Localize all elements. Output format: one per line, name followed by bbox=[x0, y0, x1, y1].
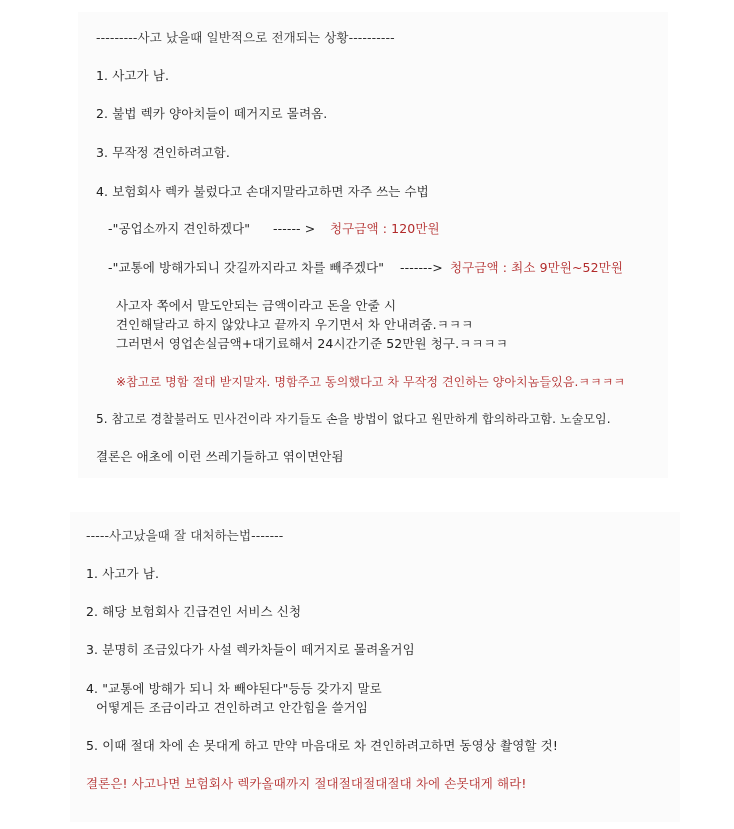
quote-traffic: -"교통에 방해가되니 갓길까지라고 차를 빼주겠다" bbox=[108, 260, 385, 275]
section2-step-4b: 어떻게든 조금이라고 견인하려고 안간힘을 쓸거임 bbox=[96, 700, 368, 715]
explain-line-2: 견인해달라고 하지 않았냐고 끝까지 우기면서 차 안내려줌.ㅋㅋㅋ bbox=[116, 317, 474, 332]
section2-step-2: 2. 해당 보험회사 긴급견인 서비스 신청 bbox=[86, 604, 302, 619]
section2-step-5: 5. 이때 절대 차에 손 못대게 하고 만약 마음대로 차 견인하려고하면 동영상 촬영할 것! bbox=[86, 738, 558, 753]
warning-note: ※참고로 명함 절대 받지말자. 명함주고 동의했다고 차 무작정 견인하는 양아치놈들있음.ㅋㅋㅋㅋ bbox=[116, 375, 626, 389]
section2-step-1: 1. 사고가 남. bbox=[86, 566, 160, 581]
charge-amount-2: 청구금액 : 최소 9만원~52만원 bbox=[450, 260, 624, 275]
explain-line-3: 그러면서 영업손실금액+대기료해서 24시간기준 52만원 청구.ㅋㅋㅋㅋ bbox=[116, 336, 508, 351]
section1-conclusion: 결론은 애초에 이런 쓰레기들하고 엮이면안됨 bbox=[96, 449, 344, 464]
section1-step-5: 5. 참고로 경찰불러도 민사건이라 자기들도 손을 방법이 없다고 원만하게 합의하라고함. 노술모임. bbox=[96, 412, 611, 426]
section2-header: -----사고났을때 잘 대처하는법------- bbox=[86, 528, 284, 543]
section2-step-3: 3. 분명히 조금있다가 사설 렉카차들이 떼거지로 몰려올거임 bbox=[86, 642, 415, 657]
section1-step-1: 1. 사고가 남. bbox=[96, 68, 170, 83]
explain-line-1: 사고자 쪽에서 말도안되는 금액이라고 돈을 안줄 시 bbox=[116, 298, 397, 313]
section2-step-4a: 4. "교통에 방해가 되니 차 빼야된다"등등 갖가지 말로 bbox=[86, 681, 382, 696]
section1-step-3: 3. 무작정 견인하려고함. bbox=[96, 145, 230, 160]
charge-amount-1: 청구금액 : 120만원 bbox=[330, 221, 440, 236]
section1-step-2: 2. 불법 렉카 양아치들이 떼거지로 몰려옴. bbox=[96, 106, 328, 121]
arrow-1: ------ > bbox=[273, 221, 316, 236]
section1-header: ---------사고 났을때 일반적으로 전개되는 상황---------- bbox=[96, 30, 395, 45]
arrow-2: -------> bbox=[400, 260, 443, 275]
section2-conclusion: 결론은! 사고나면 보험회사 렉카올때까지 절대절대절대절대 차에 손못대게 해라! bbox=[86, 776, 527, 791]
quote-repair-shop: -"공업소까지 견인하겠다" bbox=[108, 221, 251, 236]
section1-step-4: 4. 보험회사 렉카 불렀다고 손대지말라고하면 자주 쓰는 수법 bbox=[96, 184, 429, 199]
